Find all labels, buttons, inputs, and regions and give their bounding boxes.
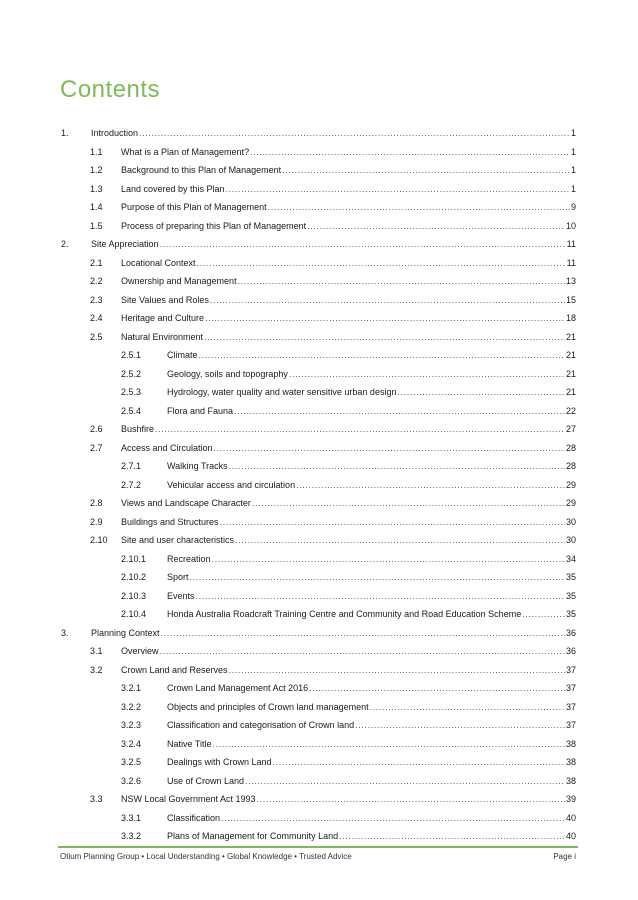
toc-entry-body	[167, 457, 576, 476]
toc-entry-label: Introduction	[91, 128, 139, 138]
toc-entry[interactable]	[61, 624, 576, 643]
toc-entry-label: Land covered by this Plan	[121, 183, 225, 194]
toc-dot-leader	[212, 550, 565, 569]
toc-entry[interactable]	[61, 827, 576, 846]
toc-entry[interactable]	[61, 661, 576, 680]
toc-entry-label: Planning Context	[91, 627, 160, 638]
footer-tagline: Otium Planning Group • Local Understanding • Global Knowledge • Trusted Advice	[60, 852, 352, 861]
toc-dot-leader	[522, 605, 565, 624]
toc-entry-label: Hydrology, water quality and water sensitive urban design	[167, 387, 397, 397]
toc-dot-leader	[210, 291, 565, 310]
toc-entry-page: 27	[565, 424, 576, 434]
toc-entry-label: Events	[167, 590, 195, 601]
toc-entry-number: 1.5	[90, 220, 103, 231]
toc-dot-leader	[160, 235, 566, 254]
toc-entry[interactable]	[61, 735, 576, 754]
toc-entry-label: Purpose of this Plan of Management	[121, 202, 267, 212]
toc-dot-leader	[229, 661, 565, 680]
toc-entry-page: 28	[565, 461, 576, 471]
toc-entry-page: 40	[565, 812, 576, 823]
toc-entry-label: Background to this Plan of Management	[121, 165, 282, 175]
toc-dot-leader	[296, 476, 565, 495]
toc-entry-label: Geology, soils and topography	[167, 368, 288, 379]
toc-entry[interactable]	[61, 420, 576, 439]
toc-entry-label: What is a Plan of Management?	[121, 146, 250, 157]
toc-entry-body	[167, 679, 576, 698]
toc-entry[interactable]	[61, 587, 576, 606]
toc-entry[interactable]	[61, 753, 576, 772]
toc-entry-body	[121, 254, 576, 273]
toc-entry[interactable]	[61, 402, 576, 421]
toc-entry-body	[167, 587, 576, 606]
toc-entry-number: 3.3.1	[121, 812, 142, 823]
toc-entry-page: 21	[565, 387, 576, 397]
toc-entry[interactable]	[61, 346, 576, 365]
toc-entry-page: 21	[565, 331, 576, 342]
toc-entry-number: 3.	[61, 627, 69, 638]
toc-dot-leader	[221, 809, 565, 828]
toc-entry-page: 1	[570, 165, 576, 175]
toc-entry-body	[121, 513, 576, 532]
toc-entry-body	[167, 550, 576, 569]
toc-entry-page: 38	[565, 757, 576, 767]
toc-entry-label: Locational Context	[121, 257, 196, 268]
toc-entry-page: 18	[565, 313, 576, 323]
toc-entry-page: 13	[565, 276, 576, 286]
toc-dot-leader	[309, 679, 565, 698]
toc-entry-number: 3.2.6	[121, 775, 142, 786]
toc-dot-leader	[160, 642, 565, 661]
toc-entry-label: Bushfire	[121, 424, 155, 434]
toc-entry[interactable]	[61, 790, 576, 809]
toc-entry-body	[167, 605, 576, 624]
toc-entry-number: 3.3.2	[121, 831, 142, 841]
toc-entry-label: Dealings with Crown Land	[167, 757, 272, 767]
toc-entry-page: 34	[565, 553, 576, 564]
toc-entry-body	[167, 772, 576, 791]
toc-entry-page: 37	[565, 701, 576, 712]
toc-dot-leader	[289, 365, 565, 384]
toc-entry-number: 2.10.1	[121, 553, 147, 564]
toc-entry[interactable]	[61, 309, 576, 328]
toc-entry-number: 2.5.3	[121, 387, 142, 397]
toc-entry-body	[121, 420, 576, 439]
toc-entry-label: Sport	[167, 572, 189, 582]
toc-entry-number: 2.10.2	[121, 572, 147, 582]
toc-dot-leader	[235, 531, 565, 550]
toc-entry-page: 21	[565, 350, 576, 360]
toc-entry[interactable]	[61, 513, 576, 532]
toc-entry-label: Use of Crown Land	[167, 775, 245, 786]
toc-dot-leader	[250, 143, 570, 162]
toc-entry-body	[167, 402, 576, 421]
toc-entry[interactable]	[61, 198, 576, 217]
toc-dot-leader	[282, 161, 570, 180]
toc-entry-body	[121, 161, 576, 180]
toc-entry-number: 2.7.2	[121, 479, 142, 490]
toc-entry-label: Access and Circulation	[121, 442, 213, 453]
toc-entry[interactable]	[61, 568, 576, 587]
toc-entry-body	[167, 827, 576, 846]
toc-entry-page: 38	[565, 775, 576, 786]
toc-entry-page: 29	[565, 498, 576, 508]
toc-entry-number: 2.8	[90, 498, 103, 508]
page-title: Contents	[60, 76, 161, 103]
toc-entry-label: Heritage and Culture	[121, 313, 205, 323]
toc-entry-page: 1	[570, 128, 576, 138]
toc-entry[interactable]	[61, 254, 576, 273]
footer-divider	[58, 846, 578, 848]
toc-entry-number: 2.5.2	[121, 368, 142, 379]
toc-entry-page: 15	[565, 294, 576, 305]
page-number: Page i	[553, 852, 576, 861]
toc-entry[interactable]	[61, 531, 576, 550]
toc-entry-number: 3.2.2	[121, 701, 142, 712]
toc-dot-leader	[204, 328, 565, 347]
toc-entry-number: 2.7	[90, 442, 103, 453]
toc-entry[interactable]	[61, 143, 576, 162]
toc-entry-body	[167, 568, 576, 587]
toc-entry-number: 1.	[61, 128, 69, 138]
toc-dot-leader	[161, 624, 565, 643]
toc-entry-label: Walking Tracks	[167, 461, 228, 471]
toc-entry[interactable]	[61, 383, 576, 402]
toc-dot-leader	[238, 272, 565, 291]
toc-entry[interactable]	[61, 476, 576, 495]
toc-entry-label: Recreation	[167, 553, 211, 564]
toc-entry-label: Objects and principles of Crown land management	[167, 701, 369, 712]
toc-entry-label: Views and Landscape Character	[121, 498, 251, 508]
toc-entry-body	[121, 790, 576, 809]
toc-entry[interactable]	[61, 772, 576, 791]
toc-entry-page: 37	[565, 720, 576, 730]
toc-entry-body	[121, 272, 576, 291]
toc-dot-leader	[197, 254, 566, 273]
toc-entry[interactable]	[61, 291, 576, 310]
toc-entry-label: Plans of Management for Community Land	[167, 831, 339, 841]
toc-entry[interactable]	[61, 716, 576, 735]
table-of-contents	[61, 124, 576, 846]
toc-entry-number: 2.1	[90, 257, 103, 268]
toc-entry-page: 30	[565, 535, 576, 545]
toc-entry-body	[167, 346, 576, 365]
toc-entry-label: Site Values and Roles	[121, 294, 209, 305]
toc-entry-number: 1.3	[90, 183, 103, 194]
toc-entry-label: NSW Local Government Act 1993	[121, 794, 256, 804]
toc-dot-leader	[339, 827, 565, 846]
toc-dot-leader	[213, 735, 565, 754]
toc-entry-number: 2.7.1	[121, 461, 142, 471]
toc-entry-page: 22	[565, 405, 576, 416]
toc-dot-leader	[205, 309, 565, 328]
toc-entry[interactable]	[61, 679, 576, 698]
toc-entry-body	[167, 753, 576, 772]
toc-entry[interactable]	[61, 235, 576, 254]
toc-dot-leader	[245, 772, 565, 791]
toc-entry-body	[167, 716, 576, 735]
toc-entry-number: 2.2	[90, 276, 103, 286]
toc-entry-page: 9	[570, 202, 576, 212]
toc-entry-page: 35	[565, 572, 576, 582]
toc-dot-leader	[397, 383, 565, 402]
toc-entry-number: 3.2	[90, 664, 103, 675]
toc-entry[interactable]	[61, 809, 576, 828]
toc-entry-body	[167, 383, 576, 402]
toc-dot-leader	[214, 439, 565, 458]
toc-entry-label: Honda Australia Roadcraft Training Centre and Community and Road Education Scheme	[167, 609, 522, 619]
toc-dot-leader	[190, 568, 565, 587]
toc-entry-number: 2.6	[90, 424, 103, 434]
toc-entry-label: Crown Land and Reserves	[121, 664, 228, 675]
toc-entry[interactable]	[61, 124, 576, 143]
toc-entry-page: 29	[565, 479, 576, 490]
toc-entry-number: 2.5.4	[121, 405, 142, 416]
toc-entry-label: Classification and categorisation of Crown land	[167, 720, 355, 730]
toc-dot-leader	[196, 587, 565, 606]
toc-entry-body	[121, 180, 576, 199]
toc-entry[interactable]	[61, 439, 576, 458]
toc-entry-page: 35	[565, 590, 576, 601]
toc-entry-number: 2.10.3	[121, 590, 147, 601]
toc-dot-leader	[220, 513, 565, 532]
toc-entry-number: 2.3	[90, 294, 103, 305]
toc-entry-number: 1.2	[90, 165, 103, 175]
toc-entry-body	[121, 642, 576, 661]
toc-entry-page: 39	[565, 794, 576, 804]
toc-entry-body	[121, 531, 576, 550]
toc-entry-label: Process of preparing this Plan of Management	[121, 220, 307, 231]
toc-entry-label: Ownership and Management	[121, 276, 237, 286]
toc-entry-label: Site and user characteristics	[121, 535, 235, 545]
toc-entry-page: 1	[570, 146, 576, 157]
toc-entry-body	[91, 124, 576, 143]
toc-dot-leader	[252, 494, 565, 513]
toc-entry-number: 1.4	[90, 202, 103, 212]
toc-dot-leader	[370, 698, 565, 717]
toc-entry-number: 1.1	[90, 146, 103, 157]
toc-entry[interactable]	[61, 217, 576, 236]
toc-entry-page: 11	[566, 257, 576, 268]
toc-dot-leader	[268, 198, 570, 217]
toc-entry-body	[167, 698, 576, 717]
toc-entry-label: Climate	[167, 350, 198, 360]
toc-entry-body	[167, 476, 576, 495]
toc-entry-label: Site Appreciation	[91, 239, 159, 249]
toc-dot-leader	[226, 180, 570, 199]
toc-entry[interactable]	[61, 272, 576, 291]
toc-entry-number: 3.1	[90, 646, 103, 656]
toc-entry-number: 2.5	[90, 331, 103, 342]
toc-entry-body	[91, 235, 576, 254]
toc-entry-label: Overview	[121, 646, 159, 656]
toc-entry-page: 36	[565, 646, 576, 656]
toc-entry[interactable]	[61, 457, 576, 476]
toc-entry-body	[121, 439, 576, 458]
toc-entry[interactable]	[61, 642, 576, 661]
toc-entry-label: Natural Environment	[121, 331, 204, 342]
toc-entry-body	[121, 143, 576, 162]
toc-dot-leader	[307, 217, 565, 236]
toc-entry-number: 3.2.5	[121, 757, 142, 767]
toc-entry-body	[121, 328, 576, 347]
toc-entry-body	[121, 217, 576, 236]
toc-dot-leader	[273, 753, 565, 772]
toc-entry-label: Buildings and Structures	[121, 516, 219, 527]
toc-dot-leader	[139, 124, 570, 143]
toc-entry[interactable]	[61, 698, 576, 717]
toc-entry-number: 2.10	[90, 535, 108, 545]
toc-entry-number: 3.2.1	[121, 683, 142, 693]
toc-entry-body	[121, 198, 576, 217]
toc-dot-leader	[155, 420, 565, 439]
toc-entry-page: 35	[565, 609, 576, 619]
toc-entry-number: 3.2.4	[121, 738, 142, 749]
toc-entry-number: 2.9	[90, 516, 103, 527]
toc-entry-body	[121, 291, 576, 310]
toc-entry-number: 3.3	[90, 794, 103, 804]
toc-entry-body	[121, 661, 576, 680]
toc-entry-number: 2.5.1	[121, 350, 142, 360]
toc-entry-body	[91, 624, 576, 643]
toc-entry-page: 40	[565, 831, 576, 841]
toc-entry-page: 21	[565, 368, 576, 379]
toc-entry-number: 3.2.3	[121, 720, 142, 730]
toc-entry-page: 37	[565, 683, 576, 693]
toc-entry-label: Vehicular access and circulation	[167, 479, 296, 490]
toc-entry[interactable]	[61, 365, 576, 384]
toc-entry-body	[121, 309, 576, 328]
toc-entry[interactable]	[61, 161, 576, 180]
toc-entry-number: 2.4	[90, 313, 103, 323]
toc-entry-page: 10	[565, 220, 576, 231]
toc-entry-page: 11	[566, 239, 576, 249]
toc-entry-number: 2.	[61, 239, 69, 249]
toc-dot-leader	[355, 716, 565, 735]
toc-entry-page: 36	[565, 627, 576, 638]
toc-entry-page: 38	[565, 738, 576, 749]
toc-entry[interactable]	[61, 605, 576, 624]
toc-entry-page: 1	[570, 183, 576, 194]
toc-entry-page: 28	[565, 442, 576, 453]
toc-entry-label: Classification	[167, 812, 221, 823]
toc-entry-body	[167, 365, 576, 384]
toc-dot-leader	[234, 402, 565, 421]
toc-dot-leader	[199, 346, 565, 365]
toc-entry-body	[167, 735, 576, 754]
toc-entry-label: Native Title	[167, 738, 212, 749]
toc-entry[interactable]	[61, 328, 576, 347]
toc-entry[interactable]	[61, 494, 576, 513]
toc-entry-body	[167, 809, 576, 828]
toc-entry[interactable]	[61, 550, 576, 569]
toc-entry-label: Flora and Fauna	[167, 405, 234, 416]
toc-entry-number: 2.10.4	[121, 609, 147, 619]
toc-entry-page: 30	[565, 516, 576, 527]
toc-dot-leader	[257, 790, 565, 809]
toc-entry-body	[121, 494, 576, 513]
toc-entry-label: Crown Land Management Act 2016	[167, 683, 309, 693]
toc-dot-leader	[229, 457, 565, 476]
toc-entry[interactable]	[61, 180, 576, 199]
toc-entry-page: 37	[565, 664, 576, 675]
